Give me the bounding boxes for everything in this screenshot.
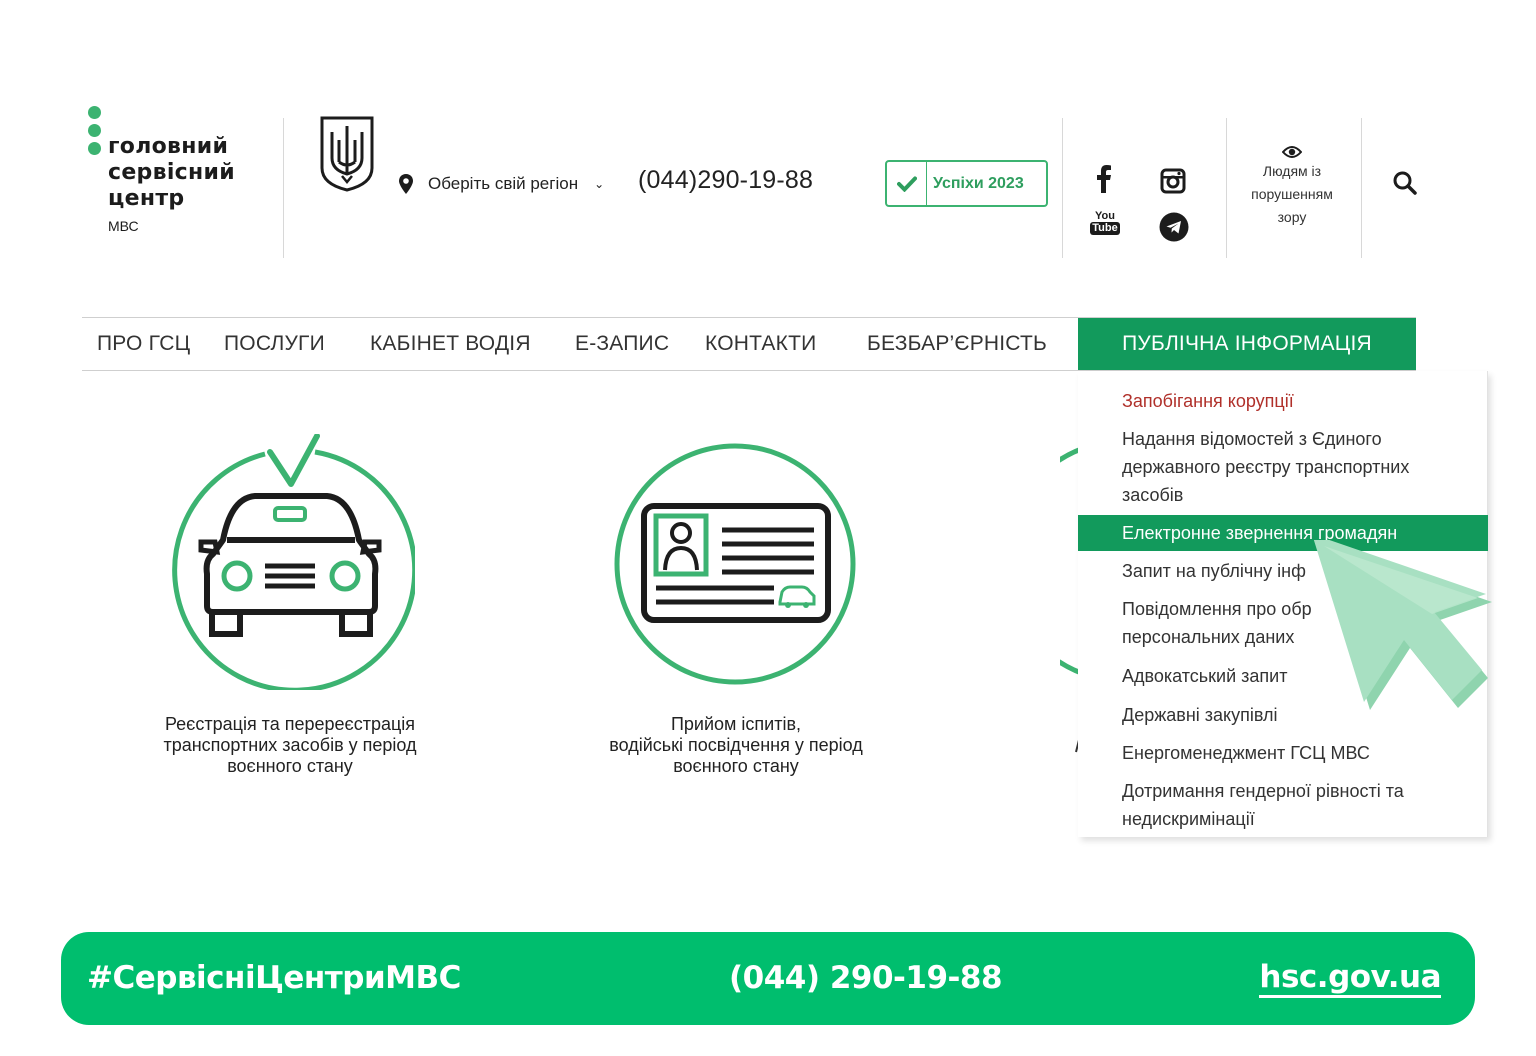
header-phone[interactable]: (044)290-19-88	[638, 166, 814, 194]
telegram-icon[interactable]	[1159, 212, 1189, 242]
instagram-icon[interactable]	[1158, 166, 1188, 196]
service-card-exams[interactable]	[566, 714, 906, 777]
header-divider	[1361, 118, 1362, 258]
low-vision-mode-link[interactable]	[1236, 144, 1348, 229]
service-card-registration[interactable]	[120, 714, 460, 777]
site-logo[interactable]	[86, 104, 276, 244]
nav-item-contacts[interactable]: КОНТАКТИ	[705, 332, 817, 355]
eye-icon	[1282, 144, 1302, 160]
footer-banner	[61, 932, 1475, 1025]
cursor-pointer-icon	[1310, 540, 1500, 720]
low-vision-label-3: зору	[1277, 209, 1307, 225]
license-card-icon[interactable]	[612, 440, 862, 690]
main-navigation	[82, 317, 1416, 371]
header-divider	[1062, 118, 1063, 258]
dropdown-item-electronic-appeal[interactable]: Електронне звернення громадян	[1078, 515, 1488, 551]
banner-hashtag: #СервісніЦентриМВС	[87, 960, 461, 996]
service-title-line: воєнного стану	[673, 756, 799, 776]
banner-site-link[interactable]: hsc.gov.ua	[1259, 960, 1441, 998]
low-vision-label-1: Людям із	[1262, 163, 1322, 179]
dropdown-item-procurement[interactable]: Державні закупівлі	[1122, 705, 1278, 725]
dropdown-item-personal-data-notice[interactable]: Повідомлення про обр персональних даних	[1122, 599, 1312, 647]
chevron-down-icon: ⌄	[594, 177, 605, 191]
region-label: Оберіть свій регіон	[428, 174, 579, 193]
banner-phone: (044) 290-19-88	[729, 960, 1003, 996]
social-links	[1088, 164, 1198, 246]
nav-item-accessibility[interactable]: БЕЗБАР’ЄРНІСТЬ	[867, 332, 1047, 355]
check-icon	[887, 162, 927, 205]
service-title-line: Реєстрація та перереєстрація	[164, 714, 416, 734]
logo-line-3: центр	[108, 186, 185, 211]
nav-item-public-information[interactable]: ПУБЛІЧНА ІНФОРМАЦІЯ	[1078, 318, 1416, 370]
service-title-line: водійські посвідчення у період	[609, 735, 863, 755]
service-title-line: Прийом іспитів,	[670, 714, 802, 734]
logo-line-2: сервісний	[108, 160, 235, 185]
nav-item-driver-cabinet[interactable]: КАБІНЕТ ВОДІЯ	[370, 332, 531, 355]
dropdown-item-public-info-request[interactable]: Запит на публічну інф	[1122, 561, 1306, 581]
region-selector[interactable]	[398, 170, 604, 198]
nav-item-e-booking[interactable]: Е-ЗАПИС	[575, 332, 670, 355]
service-title-line: транспортних засобів у період	[163, 735, 417, 755]
youtube-icon[interactable]: You Tube	[1092, 210, 1118, 234]
nav-item-services[interactable]: ПОСЛУГИ	[224, 332, 325, 355]
low-vision-label-2: порушенням	[1251, 186, 1333, 202]
header-divider	[1226, 118, 1227, 258]
facebook-icon[interactable]	[1088, 164, 1118, 194]
success-2023-button[interactable]	[885, 160, 1048, 207]
logo-subtitle: МВС	[108, 218, 139, 234]
car-icon[interactable]	[165, 434, 415, 690]
dropdown-item-gender-equality[interactable]: Дотримання гендерної рівності та недискримінації	[1122, 781, 1404, 829]
success-button-label: Успіхи 2023	[933, 174, 1024, 192]
dropdown-item-lawyer-request[interactable]: Адвокатський запит	[1122, 666, 1288, 686]
search-icon[interactable]	[1392, 170, 1418, 196]
dropdown-item-energy-management[interactable]: Енергоменеджмент ГСЦ МВС	[1122, 743, 1370, 763]
header-divider	[283, 118, 284, 258]
service-title-line: воєнного стану	[227, 756, 353, 776]
coat-of-arms-icon	[318, 114, 376, 192]
logo-line-1: головний	[108, 134, 229, 159]
nav-item-about[interactable]: ПРО ГСЦ	[97, 332, 191, 355]
pin-icon	[398, 173, 414, 195]
dropdown-item-vehicle-registry[interactable]: Надання відомостей з Єдиного державного реєстру транспортних засобів	[1122, 429, 1410, 505]
dropdown-item-anti-corruption[interactable]: Запобігання корупції	[1122, 391, 1294, 411]
